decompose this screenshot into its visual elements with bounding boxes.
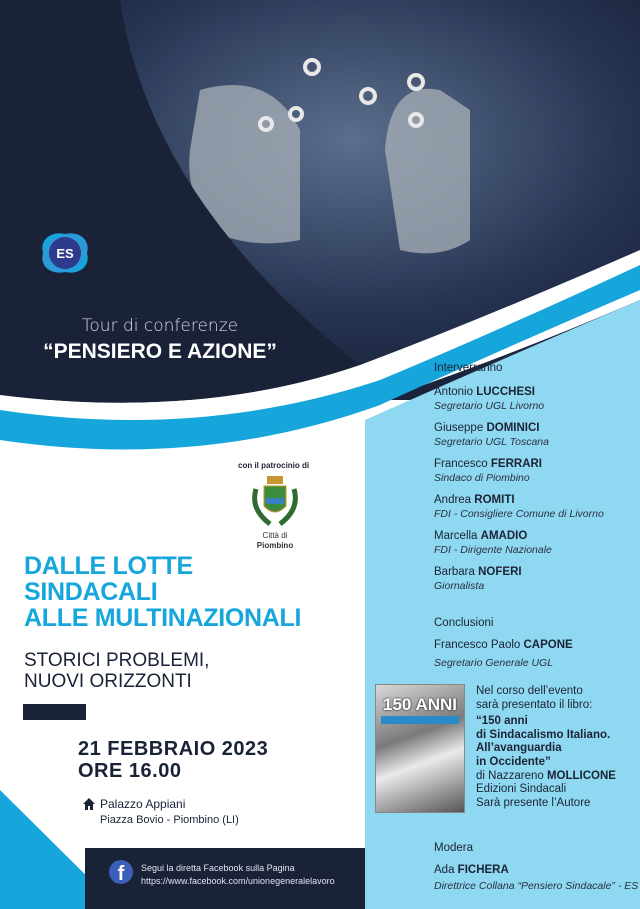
book-cover	[375, 684, 465, 813]
speaker-role: FDI - Consigliere Comune di Livorno	[434, 508, 604, 520]
book-author-prefix: di Nazzareno	[476, 769, 544, 782]
speaker-last-name: ROMITI	[474, 494, 515, 506]
speaker-last-name: LUCCHESI	[476, 386, 535, 398]
event-venue	[100, 796, 239, 828]
speakers-heading: Interverranno	[434, 362, 503, 374]
conclusions-speaker	[434, 638, 604, 670]
speaker-last-name: NOFERI	[478, 566, 522, 578]
event-date: 21 FEBBRAIO 2023	[78, 738, 269, 760]
main-title	[24, 553, 301, 631]
facebook-label: Segui la diretta Facebook sulla Pagina	[141, 863, 295, 873]
speaker	[434, 385, 604, 413]
speaker-last-name: FERRARI	[490, 458, 543, 470]
moderator-role: Direttrice Collana “Pensiero Sindacale” - ES	[434, 880, 639, 892]
home-icon	[82, 797, 96, 811]
patronage-label: con il patrocinio di	[238, 461, 310, 470]
svg-text:ES: ES	[56, 246, 74, 261]
speaker-first-name: Marcella	[434, 530, 478, 542]
facebook-icon[interactable]: f	[109, 860, 133, 884]
moderator-heading: Modera	[434, 842, 473, 854]
speakers-section	[434, 362, 604, 678]
speaker	[434, 565, 604, 593]
book-intro: Nel corso dell’evento	[476, 685, 583, 697]
moderator-last-name: FICHERA	[457, 864, 509, 876]
book-title-line: All’avanguardia	[476, 742, 562, 755]
speaker	[434, 529, 604, 557]
speaker	[434, 457, 604, 485]
es-logo	[40, 228, 90, 278]
speaker-first-name: Barbara	[434, 566, 475, 578]
head-right-silhouette	[385, 89, 470, 254]
book-title-line: di Sindacalismo Italiano.	[476, 728, 611, 741]
event-datetime	[78, 738, 268, 782]
city-name: Piombino	[256, 541, 294, 550]
venue-name: Palazzo Appiani	[100, 797, 186, 811]
speaker-role: Segretario UGL Livorno	[434, 400, 545, 412]
subtitle-line: STORICI PROBLEMI,	[24, 650, 210, 671]
subtitle-line: NUOVI ORIZZONTI	[24, 671, 192, 692]
moderator-first-name: Ada	[434, 864, 455, 876]
speaker-first-name: Antonio	[434, 386, 474, 398]
tour-title: “PENSIERO E AZIONE”	[43, 340, 277, 363]
book-author: MOLLICONE	[546, 769, 616, 782]
speaker-role: Segretario Generale UGL	[434, 657, 554, 669]
speaker-role: Giornalista	[434, 580, 485, 592]
book-note: Sarà presente l’Autore	[476, 796, 591, 809]
book-title-line: “150 anni	[476, 715, 528, 728]
book-intro: sarà presentato il libro:	[476, 698, 593, 711]
speaker-last-name: AMADIO	[480, 530, 528, 542]
speaker-first-name: Giuseppe	[434, 422, 484, 434]
speaker-role: FDI - Dirigente Nazionale	[434, 544, 552, 556]
speaker-last-name: DOMINICI	[486, 422, 540, 434]
tour-label: Tour di conferenze	[81, 316, 239, 336]
main-title-line: SINDACALI	[24, 578, 158, 606]
book-info	[476, 685, 616, 810]
piombino-crest-icon	[248, 474, 302, 528]
event-time: ORE 16.00	[78, 760, 182, 782]
speaker-role: Segretario UGL Toscana	[434, 436, 549, 448]
divider-bar	[23, 704, 86, 720]
speaker	[434, 421, 604, 449]
main-title-line: ALLE MULTINAZIONALI	[24, 604, 302, 632]
city-prefix: Città di	[262, 531, 288, 540]
facebook-link[interactable]: https://www.facebook.com/unionegeneralelavoro	[141, 876, 335, 886]
speaker-first-name: Andrea	[434, 494, 472, 506]
speaker	[434, 493, 604, 521]
book-title-line: in Occidente”	[476, 755, 551, 768]
subtitle	[24, 650, 209, 692]
facebook-text	[141, 862, 335, 888]
main-title-line: DALLE LOTTE	[24, 552, 193, 580]
venue-address: Piazza Bovio - Piombino (LI)	[100, 814, 239, 826]
speaker-first-name: Francesco	[434, 458, 488, 470]
conclusions-heading: Conclusioni	[434, 617, 494, 629]
book-cover-title: 150 ANNI	[382, 695, 457, 714]
speaker-last-name: CAPONE	[523, 639, 573, 651]
book-publisher: Edizioni Sindacali	[476, 783, 567, 796]
speaker-first-name: Francesco Paolo	[434, 639, 521, 651]
speaker-role: Sindaco di Piombino	[434, 472, 530, 484]
patronage-city	[240, 531, 310, 551]
moderator-section	[434, 842, 638, 901]
